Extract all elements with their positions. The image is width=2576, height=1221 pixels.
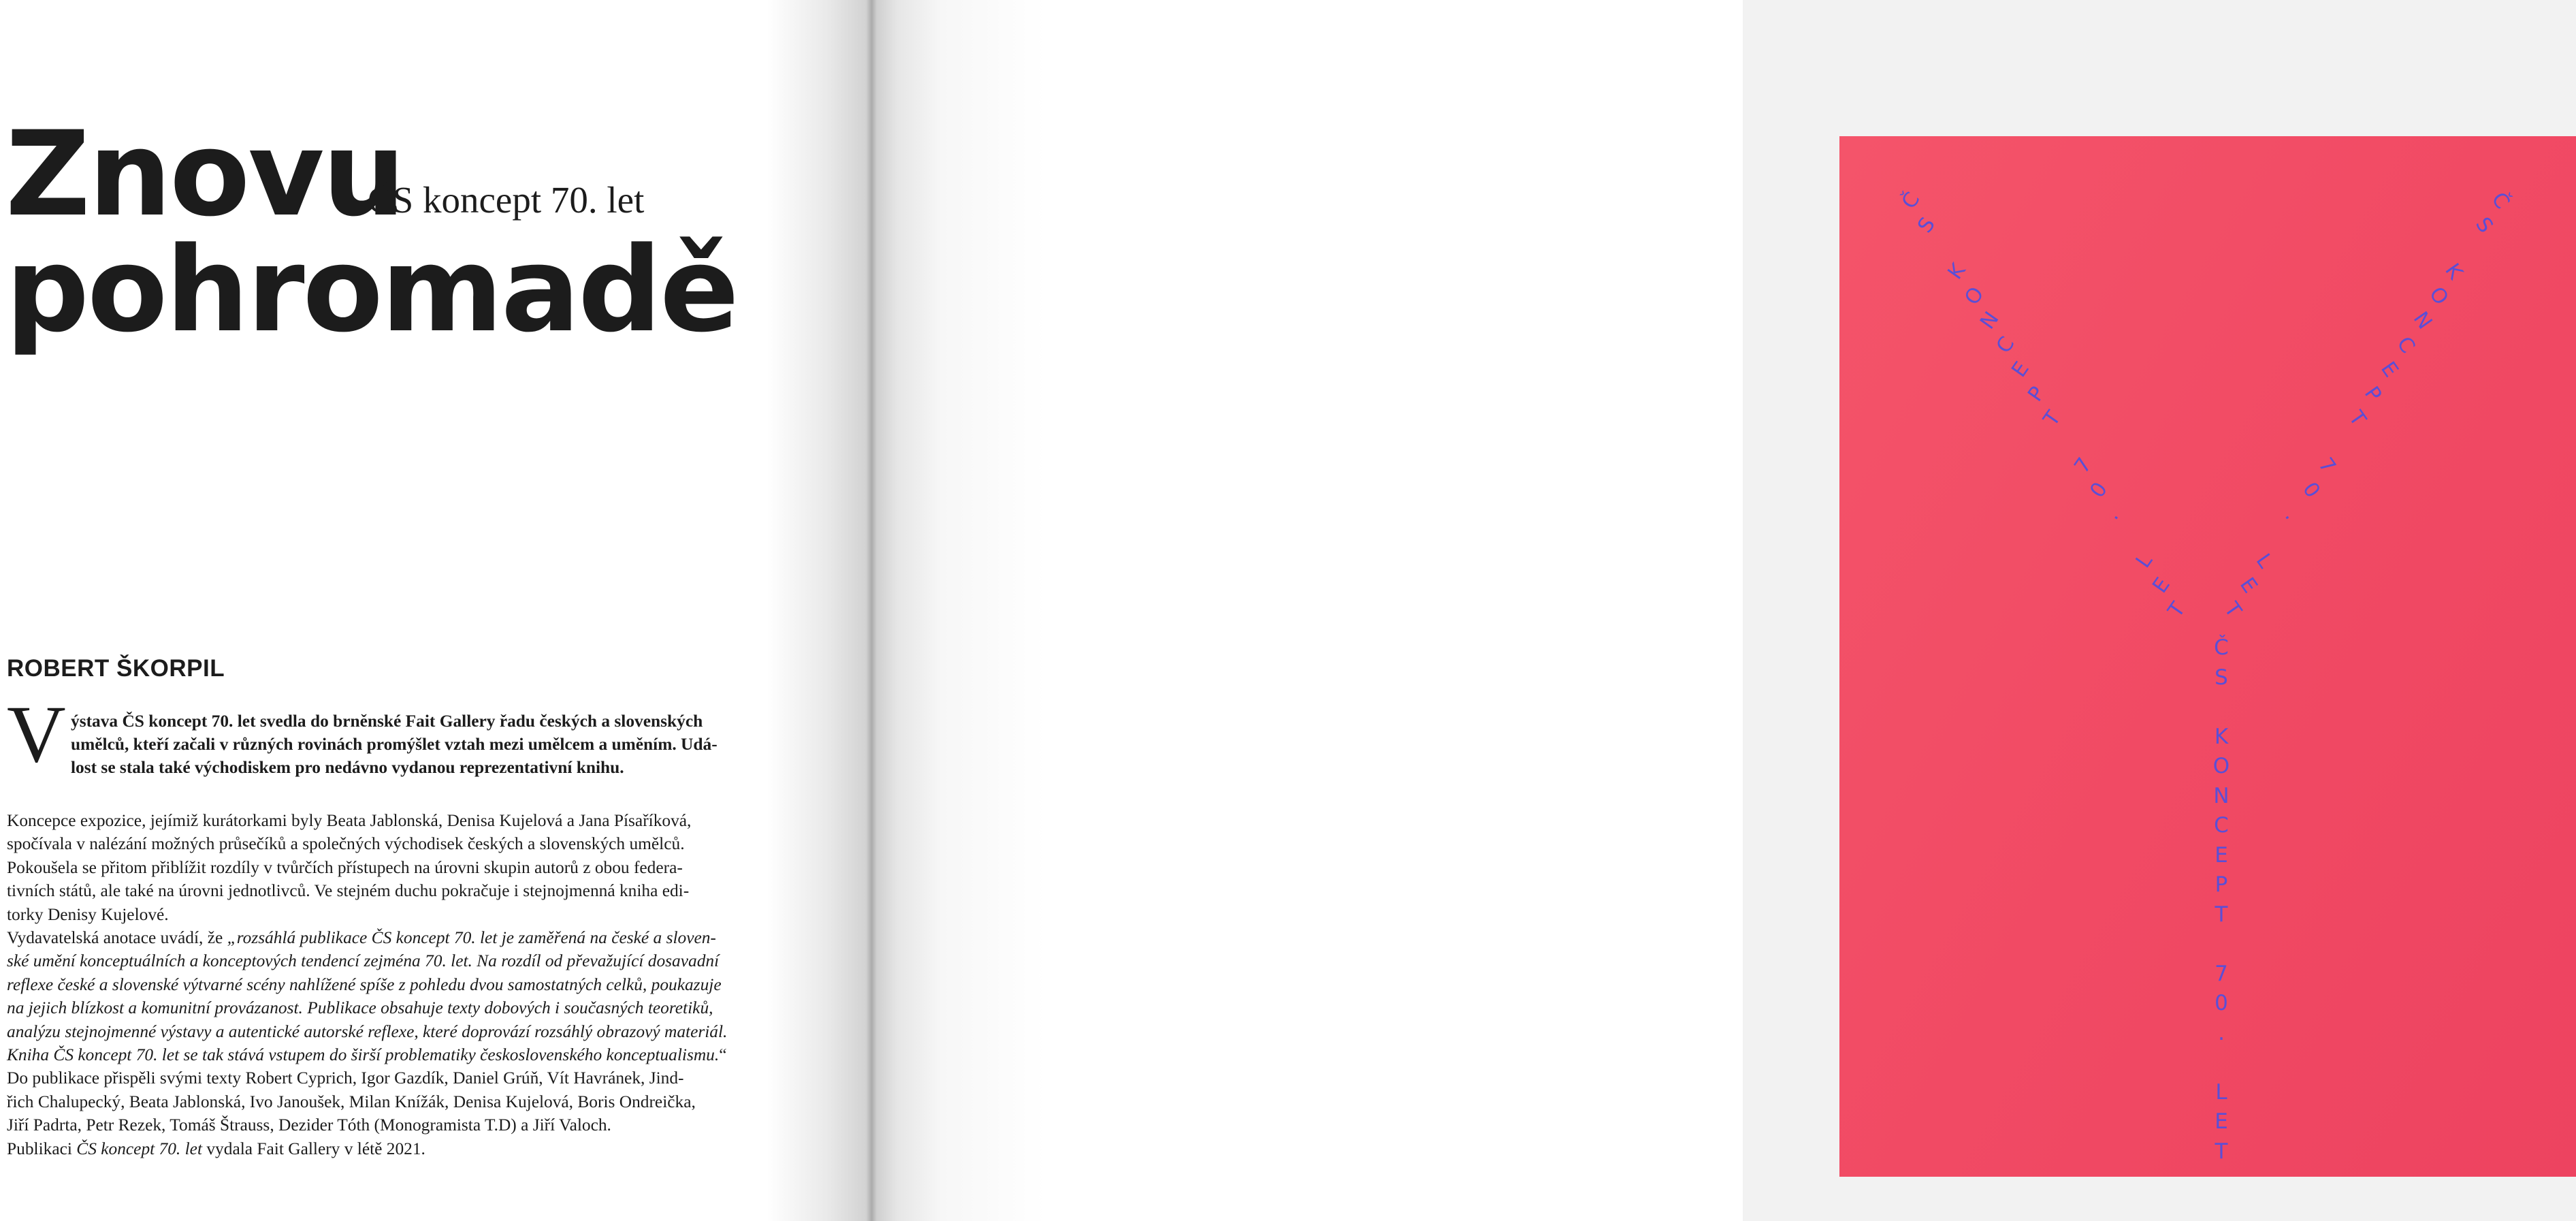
poster-right-arm-letter: T xyxy=(2343,407,2371,431)
body-line xyxy=(7,1113,790,1137)
body-line xyxy=(7,832,790,855)
body-line xyxy=(7,996,790,1019)
body-line xyxy=(7,809,790,832)
poster-stem-letter: T xyxy=(2215,902,2228,927)
poster-left-arm-letter: 7 xyxy=(2070,453,2097,478)
poster-right-arm-letter: O xyxy=(2424,283,2453,310)
poster-left-arm-letter: T xyxy=(2039,407,2066,431)
poster-stem-letter: E xyxy=(2215,1109,2228,1134)
lead-paragraph xyxy=(71,710,792,779)
body-text-segment: Publikaci xyxy=(7,1139,77,1158)
lead-line: lost se stala také východiskem pro nedávno vydanou reprezentativní knihu. xyxy=(71,758,624,777)
body-line xyxy=(7,1066,790,1090)
article-title-line1: Znovu xyxy=(5,106,404,242)
body-line xyxy=(7,1090,790,1113)
poster-right-arm-letter: E xyxy=(2375,358,2403,382)
poster-stem-letter: 0 xyxy=(2215,991,2228,1015)
book-gutter xyxy=(866,0,877,1221)
article-subtitle: ČS koncept 70. let xyxy=(368,179,645,221)
body-line xyxy=(7,903,790,926)
drop-cap: V xyxy=(7,688,66,779)
poster-stem-letter: C xyxy=(2214,813,2229,838)
poster-stem-letter xyxy=(2197,1048,2245,1078)
poster-right-arm-letter: T xyxy=(2219,598,2246,622)
poster-right-arm-letter: S xyxy=(2470,212,2498,238)
lead-line: umělců, kteří začali v různých rovinách promýšlet vztah mezi umělcem a uměním. Udá- xyxy=(71,735,718,754)
poster-left-arm-letter: T xyxy=(2163,598,2191,622)
body-text-segment: řich Chalupecký, Beata Jablonská, Ivo Janoušek, Milan Knížák, Denisa Kujelová, Boris Ondreička, xyxy=(7,1092,696,1111)
poster-stem-letter: T xyxy=(2215,1139,2228,1164)
poster-left-arm-letter: Č xyxy=(1897,188,1925,214)
poster-stem-letter: . xyxy=(2218,1020,2225,1045)
poster-right-arm-letter: 0 xyxy=(2297,477,2325,503)
body-text-segment: „rozsáhlá publikace ČS koncept 70. let je zaměřená na české a sloven- xyxy=(227,928,716,948)
poster-stem-letter xyxy=(2197,930,2245,960)
poster-right-arm-letter: N xyxy=(2408,307,2437,334)
poster-right-arm-letter: C xyxy=(2392,332,2420,358)
poster-right-arm-letter: K xyxy=(2440,259,2468,285)
poster-left-arm-letter: S xyxy=(1912,212,1940,238)
poster-right-arm-letter: L xyxy=(2251,550,2277,573)
poster-stem-letter: 7 xyxy=(2215,961,2228,986)
body-text-segment: Pokoušela se přitom přiblížit rozdíly v tvůrčích přístupech na úrovni skupin autorů z obou federa- xyxy=(7,857,683,877)
lead-line: ýstava ČS koncept 70. let svedla do brněnské Fait Gallery řadu českých a slovenských xyxy=(71,712,703,731)
body-text-segment: “ xyxy=(719,1045,727,1065)
body-line xyxy=(7,949,790,972)
body-text-segment: tivních států, ale také na úrovni jednotlivců. Ve stejném duchu pokračuje i stejnojmenná kniha edi- xyxy=(7,881,690,901)
poster-right-arm-letter: E xyxy=(2235,573,2262,598)
body-line xyxy=(7,1020,790,1043)
body-line xyxy=(7,926,790,949)
poster-stem-letter xyxy=(2197,693,2245,723)
poster-left-arm-letter: E xyxy=(2007,358,2034,382)
body-text-segment: ské umění konceptuálních a konceptových tendencí zejména 70. let. Na rozdíl od převažující dosavadní xyxy=(7,951,720,971)
body-text-segment: spočívala v nalézání možných průsečíků a společných východisek českých a slovenských umělců. xyxy=(7,834,685,854)
poster-stem-letter: N xyxy=(2213,783,2229,808)
body-text-segment: Kniha ČS koncept 70. let se tak stává vstupem do širší problematiky československého konceptualismu. xyxy=(7,1045,720,1065)
body-text-segment: ČS koncept 70. let xyxy=(76,1139,203,1158)
body-text-segment: Do publikace přispěli svými texty Robert Cyprich, Igor Gazdík, Daniel Grúň, Vít Havránek, Jind- xyxy=(7,1068,684,1088)
poster-stem-text xyxy=(2197,633,2245,1167)
author-name: ROBERT ŠKORPIL xyxy=(7,655,225,682)
poster-right-arm-letter: P xyxy=(2360,382,2387,407)
poster-stem-letter: O xyxy=(2212,754,2230,778)
poster-stem-letter: S xyxy=(2215,665,2228,690)
poster-left-arm-letter: L xyxy=(2131,550,2158,573)
article-title-line2: pohromadě xyxy=(5,221,737,358)
poster-left-arm-letter: N xyxy=(1976,307,2004,334)
poster-stem-letter: E xyxy=(2215,842,2228,868)
poster-right-arm-letter: 7 xyxy=(2313,453,2340,478)
body-text-segment: na jejich blízkost a komunitní provázanost. Publikace obsahuje texty dobových i současných teoretiků, xyxy=(7,998,713,1018)
body-text-segment: Koncepce expozice, jejímiž kurátorkami byly Beata Jablonská, Denisa Kujelová a Jana Písaříková, xyxy=(7,811,692,830)
exhibition-poster xyxy=(1839,136,2576,1177)
body-line xyxy=(7,1043,790,1066)
poster-left-arm-letter: K xyxy=(1943,259,1971,285)
body-text xyxy=(7,809,790,1160)
body-text-segment: torky Denisy Kujelové. xyxy=(7,904,169,924)
left-page xyxy=(0,0,871,1221)
poster-stem-letter: Č xyxy=(2214,635,2229,660)
poster-right-arm-letter: Č xyxy=(2486,188,2515,214)
body-text-segment: vydala Fait Gallery v létě 2021. xyxy=(202,1139,425,1158)
body-text-segment: reflexe české a slovenské výtvarné scény nahlížené spíše z pohledu dvou samostatných celků, poukazuje xyxy=(7,974,722,994)
body-text-segment: Jiří Padrta, Petr Rezek, Tomáš Štrauss, Dezider Tóth (Monogramista T.D) a Jiří Valoch. xyxy=(7,1115,611,1135)
poster-stem-letter: P xyxy=(2215,872,2228,897)
poster-stem-letter: L xyxy=(2215,1079,2227,1105)
right-page xyxy=(871,0,2515,1221)
poster-left-arm-letter: O xyxy=(1959,283,1989,310)
body-line xyxy=(7,973,790,996)
body-line xyxy=(7,1137,790,1160)
poster-left-arm-letter: . xyxy=(2100,505,2124,524)
body-line xyxy=(7,879,790,902)
poster-left-arm-letter: 0 xyxy=(2085,477,2113,503)
poster-right-arm-letter: . xyxy=(2280,505,2304,524)
body-text-segment: analýzu stejnojmenné výstavy a autentické autorské reflexe, které doprovází rozsáhlý obrazový materiál. xyxy=(7,1021,728,1041)
poster-left-arm-letter: P xyxy=(2023,382,2050,407)
poster-left-arm-letter: C xyxy=(1991,332,2020,358)
body-text-segment: Vydavatelská anotace uvádí, že xyxy=(7,928,227,948)
poster-left-arm-letter: E xyxy=(2148,573,2175,598)
poster-stem-letter: K xyxy=(2214,724,2229,749)
body-line xyxy=(7,856,790,879)
